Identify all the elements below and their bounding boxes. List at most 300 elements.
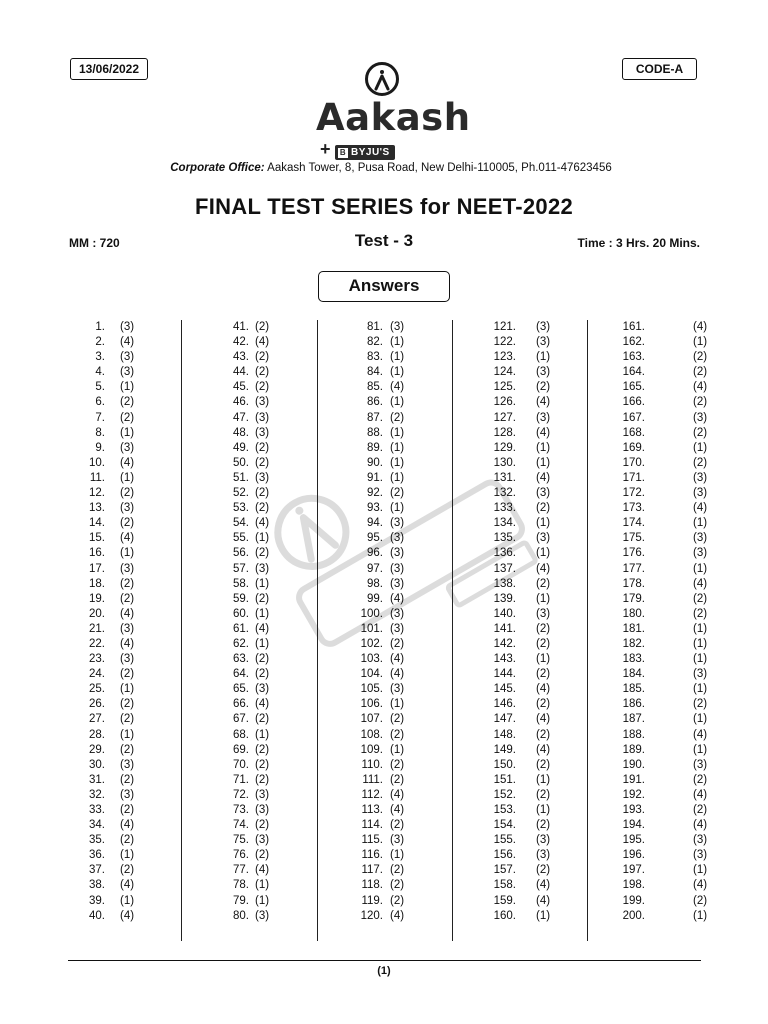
answer-option: (2): [255, 441, 270, 454]
column-divider: [317, 320, 318, 941]
answer-option: (3): [390, 607, 405, 620]
answer-row: [205, 909, 315, 924]
question-number: 29.: [89, 743, 105, 756]
question-number: 143.: [493, 653, 516, 666]
answer-row: [612, 380, 722, 395]
answer-row: [205, 682, 315, 697]
question-number: 9.: [95, 441, 105, 454]
answer-row: [612, 562, 722, 577]
answer-row: [340, 501, 450, 516]
question-number: 102.: [360, 637, 383, 650]
answer-row: [612, 501, 722, 516]
answer-option: (1): [536, 909, 551, 922]
answer-option: (3): [390, 547, 405, 560]
answer-option: (1): [693, 336, 708, 349]
answer-option: (2): [255, 366, 270, 379]
answer-option: (1): [120, 426, 135, 439]
answer-row: [205, 411, 315, 426]
answer-option: (4): [120, 532, 135, 545]
answer-row: [66, 516, 176, 531]
answer-row: [66, 637, 176, 652]
answer-option: (2): [390, 879, 405, 892]
question-number: 74.: [233, 819, 249, 832]
answer-row: [66, 622, 176, 637]
question-number: 158.: [493, 879, 516, 892]
answer-option: (2): [255, 819, 270, 832]
answer-row: [612, 456, 722, 471]
answer-row: [340, 426, 450, 441]
question-number: 126.: [493, 396, 516, 409]
answer-option: (2): [120, 698, 135, 711]
answer-option: (1): [255, 879, 270, 892]
answer-option: (4): [390, 804, 405, 816]
answer-row: [340, 335, 450, 350]
answer-option: (4): [536, 879, 551, 892]
answer-row: [205, 622, 315, 637]
question-number: 36.: [89, 849, 105, 862]
answer-row: [205, 712, 315, 727]
answer-option: (3): [693, 834, 708, 847]
question-number: 162.: [622, 336, 645, 349]
answer-row: [612, 546, 722, 561]
answer-row: [340, 531, 450, 546]
answer-row: [340, 652, 450, 667]
corporate-address: Aakash Tower, 8, Pusa Road, New Delhi-110005, Ph.011-47623456: [264, 162, 612, 174]
answer-row: [480, 335, 590, 350]
answer-row: [66, 878, 176, 893]
question-number: 118.: [361, 879, 383, 892]
question-number: 105.: [360, 683, 383, 696]
question-number: 189.: [622, 743, 645, 756]
answer-option: (3): [255, 411, 270, 424]
question-number: 77.: [233, 864, 249, 877]
question-number: 85.: [367, 381, 383, 394]
answer-option: (1): [255, 728, 270, 741]
question-number: 134.: [493, 517, 516, 530]
answer-option: (2): [120, 773, 135, 786]
answer-row: [340, 848, 450, 863]
answer-row: [205, 743, 315, 758]
answer-option: (3): [390, 321, 405, 333]
question-number: 94.: [367, 517, 383, 530]
answer-row: [340, 456, 450, 471]
answer-option: (3): [693, 487, 708, 500]
answer-option: (3): [536, 849, 551, 862]
answer-option: (3): [255, 426, 270, 439]
aakash-emblem-icon: [365, 62, 399, 96]
answers-heading: Answers: [318, 271, 450, 302]
question-number: 142.: [493, 637, 516, 650]
question-number: 170.: [622, 456, 645, 469]
question-number: 41.: [233, 321, 249, 333]
answer-row: [480, 501, 590, 516]
answer-option: (4): [693, 728, 708, 741]
answer-option: (3): [120, 653, 135, 666]
question-number: 39.: [89, 894, 105, 907]
answer-row: [480, 818, 590, 833]
question-number: 137.: [493, 562, 516, 575]
answer-option: (4): [536, 471, 551, 484]
answer-option: (3): [536, 532, 551, 545]
question-number: 197.: [622, 864, 645, 877]
answer-row: [612, 592, 722, 607]
answer-option: (3): [693, 471, 708, 484]
question-number: 19.: [89, 592, 105, 605]
answer-row: [205, 546, 315, 561]
question-number: 31.: [89, 773, 105, 786]
answer-row: [340, 471, 450, 486]
answer-row: [66, 788, 176, 803]
question-number: 152.: [493, 788, 516, 801]
answer-row: [480, 743, 590, 758]
time-limit: Time : 3 Hrs. 20 Mins.: [577, 236, 700, 250]
question-number: 172.: [622, 487, 645, 500]
question-number: 38.: [89, 879, 105, 892]
question-number: 130.: [493, 456, 516, 469]
answer-option: (2): [693, 426, 708, 439]
answer-row: [612, 577, 722, 592]
question-number: 10.: [89, 456, 105, 469]
answer-row: [612, 652, 722, 667]
question-number: 160.: [493, 909, 516, 922]
answer-row: [612, 411, 722, 426]
answer-row: [66, 697, 176, 712]
answer-option: (4): [536, 683, 551, 696]
answer-row: [612, 622, 722, 637]
question-number: 93.: [367, 502, 383, 515]
answer-option: (3): [255, 909, 270, 922]
answer-row: [340, 546, 450, 561]
answer-option: (1): [120, 849, 135, 862]
answer-option: (3): [255, 804, 270, 816]
answer-option: (2): [536, 502, 551, 515]
answer-row: [66, 562, 176, 577]
question-number: 99.: [367, 592, 383, 605]
answer-option: (3): [390, 577, 405, 590]
question-number: 147.: [493, 713, 516, 726]
answer-option: (4): [536, 743, 551, 756]
answer-row: [66, 743, 176, 758]
question-number: 192.: [622, 788, 645, 801]
answer-option: (1): [255, 894, 270, 907]
answer-option: (2): [536, 864, 551, 877]
answer-row: [480, 395, 590, 410]
question-number: 40.: [89, 909, 105, 922]
question-number: 184.: [622, 668, 645, 681]
answer-row: [66, 501, 176, 516]
column-divider: [452, 320, 453, 941]
answer-option: (4): [536, 562, 551, 575]
question-number: 23.: [89, 653, 105, 666]
answer-option: (2): [693, 366, 708, 379]
question-number: 156.: [493, 849, 516, 862]
question-number: 72.: [233, 788, 249, 801]
answer-option: (4): [536, 426, 551, 439]
answer-row: [612, 818, 722, 833]
answer-row: [480, 878, 590, 893]
question-number: 64.: [233, 668, 249, 681]
answer-option: (1): [120, 728, 135, 741]
question-number: 110.: [361, 758, 383, 771]
answer-option: (3): [255, 471, 270, 484]
answer-row: [66, 803, 176, 818]
answer-option: (1): [390, 743, 405, 756]
question-number: 42.: [233, 336, 249, 349]
question-number: 43.: [233, 351, 249, 364]
answer-option: (4): [536, 894, 551, 907]
answer-row: [205, 773, 315, 788]
answer-option: (1): [693, 743, 708, 756]
question-number: 78.: [233, 879, 249, 892]
answer-row: [612, 743, 722, 758]
answer-option: (3): [120, 622, 135, 635]
answer-row: [66, 350, 176, 365]
question-number: 83.: [367, 351, 383, 364]
answer-row: [480, 758, 590, 773]
answer-row: [612, 320, 722, 335]
answer-row: [205, 788, 315, 803]
answer-row: [340, 728, 450, 743]
question-number: 62.: [233, 637, 249, 650]
answer-row: [205, 471, 315, 486]
answer-option: (2): [536, 788, 551, 801]
answer-row: [480, 863, 590, 878]
question-number: 73.: [233, 804, 249, 816]
answer-row: [480, 562, 590, 577]
answer-row: [66, 667, 176, 682]
answer-option: (1): [693, 622, 708, 635]
question-number: 157.: [493, 864, 516, 877]
answer-row: [480, 426, 590, 441]
answer-option: (2): [120, 864, 135, 877]
question-number: 24.: [89, 668, 105, 681]
answer-option: (3): [536, 366, 551, 379]
answer-option: (2): [390, 713, 405, 726]
answer-option: (4): [120, 607, 135, 620]
question-number: 5.: [95, 381, 105, 394]
question-number: 30.: [89, 758, 105, 771]
answer-row: [340, 350, 450, 365]
answer-option: (1): [693, 441, 708, 454]
answer-row: [205, 350, 315, 365]
answer-row: [340, 320, 450, 335]
answer-option: (4): [693, 879, 708, 892]
question-number: 131.: [493, 471, 516, 484]
question-number: 194.: [622, 819, 645, 832]
answer-option: (2): [390, 637, 405, 650]
answer-column: [480, 320, 590, 924]
answer-row: [205, 667, 315, 682]
question-number: 139.: [493, 592, 516, 605]
question-number: 18.: [89, 577, 105, 590]
question-number: 15.: [89, 532, 105, 545]
question-number: 32.: [89, 788, 105, 801]
question-number: 169.: [622, 441, 645, 454]
question-number: 114.: [361, 819, 383, 832]
answer-row: [66, 607, 176, 622]
question-number: 165.: [622, 381, 645, 394]
question-number: 16.: [89, 547, 105, 560]
answer-row: [480, 546, 590, 561]
question-number: 178.: [622, 577, 645, 590]
answer-row: [205, 441, 315, 456]
question-number: 166.: [622, 396, 645, 409]
answer-option: (1): [390, 502, 405, 515]
answer-option: (2): [255, 713, 270, 726]
answer-option: (2): [693, 894, 708, 907]
answer-option: (3): [120, 441, 135, 454]
answer-option: (1): [536, 592, 551, 605]
answer-option: (2): [536, 758, 551, 771]
answer-row: [340, 562, 450, 577]
question-number: 154.: [493, 819, 516, 832]
answer-option: (2): [390, 894, 405, 907]
answer-option: (2): [120, 668, 135, 681]
answer-row: [612, 697, 722, 712]
question-number: 97.: [367, 562, 383, 575]
answer-option: (3): [255, 562, 270, 575]
question-number: 22.: [89, 637, 105, 650]
question-number: 1.: [95, 321, 105, 333]
answer-row: [205, 456, 315, 471]
answer-option: (4): [693, 321, 708, 333]
answer-option: (2): [536, 381, 551, 394]
answer-row: [480, 486, 590, 501]
question-number: 200.: [622, 909, 645, 922]
answer-option: (4): [390, 653, 405, 666]
question-number: 89.: [367, 441, 383, 454]
question-number: 168.: [622, 426, 645, 439]
question-number: 61.: [233, 622, 249, 635]
answer-option: (1): [390, 849, 405, 862]
answer-row: [205, 833, 315, 848]
question-number: 159.: [493, 894, 516, 907]
question-number: 167.: [622, 411, 645, 424]
answer-row: [480, 697, 590, 712]
question-number: 153.: [493, 804, 516, 816]
answer-option: (1): [255, 637, 270, 650]
question-number: 86.: [367, 396, 383, 409]
answer-row: [340, 682, 450, 697]
answer-row: [612, 350, 722, 365]
answer-row: [205, 758, 315, 773]
column-divider: [181, 320, 182, 941]
answer-row: [612, 803, 722, 818]
answer-option: (2): [120, 517, 135, 530]
question-number: 82.: [367, 336, 383, 349]
answer-row: [205, 803, 315, 818]
answer-row: [66, 773, 176, 788]
question-number: 127.: [493, 411, 516, 424]
question-number: 35.: [89, 834, 105, 847]
question-number: 51.: [233, 471, 249, 484]
answer-option: (1): [693, 683, 708, 696]
question-number: 132.: [493, 487, 516, 500]
answer-option: (4): [255, 698, 270, 711]
question-number: 183.: [622, 653, 645, 666]
answer-option: (1): [693, 653, 708, 666]
question-number: 98.: [367, 577, 383, 590]
page-title: FINAL TEST SERIES for NEET-2022: [194, 194, 574, 219]
answer-row: [480, 667, 590, 682]
question-number: 123.: [493, 351, 516, 364]
question-number: 115.: [361, 834, 383, 847]
answer-option: (2): [693, 396, 708, 409]
answer-option: (2): [120, 487, 135, 500]
question-number: 101.: [360, 622, 383, 635]
question-number: 199.: [622, 894, 645, 907]
answer-row: [612, 426, 722, 441]
question-number: 70.: [233, 758, 249, 771]
answer-option: (2): [255, 351, 270, 364]
question-number: 136.: [493, 547, 516, 560]
answer-row: [480, 788, 590, 803]
answer-option: (2): [390, 728, 405, 741]
question-number: 124.: [493, 366, 516, 379]
answer-option: (4): [390, 788, 405, 801]
question-number: 65.: [233, 683, 249, 696]
answer-option: (4): [120, 456, 135, 469]
answer-row: [340, 743, 450, 758]
answer-option: (1): [536, 547, 551, 560]
answer-row: [205, 652, 315, 667]
answer-option: (2): [390, 411, 405, 424]
answer-row: [612, 516, 722, 531]
question-number: 52.: [233, 487, 249, 500]
answer-option: (4): [693, 577, 708, 590]
question-number: 59.: [233, 592, 249, 605]
question-number: 133.: [493, 502, 516, 515]
question-number: 121.: [493, 321, 516, 333]
question-number: 26.: [89, 698, 105, 711]
question-number: 7.: [95, 411, 105, 424]
question-number: 49.: [233, 441, 249, 454]
answer-row: [66, 320, 176, 335]
question-number: 27.: [89, 713, 105, 726]
answer-option: (1): [693, 637, 708, 650]
answer-option: (3): [120, 562, 135, 575]
answer-option: (4): [255, 336, 270, 349]
question-number: 20.: [89, 607, 105, 620]
answer-option: (4): [120, 909, 135, 922]
answer-option: (2): [120, 804, 135, 816]
answer-row: [205, 501, 315, 516]
answer-row: [66, 758, 176, 773]
answer-row: [612, 486, 722, 501]
answer-option: (1): [255, 607, 270, 620]
answer-option: (3): [255, 834, 270, 847]
answer-option: (2): [255, 547, 270, 560]
question-number: 186.: [622, 698, 645, 711]
answer-option: (3): [390, 622, 405, 635]
answer-option: (3): [693, 668, 708, 681]
answer-row: [340, 803, 450, 818]
question-number: 128.: [493, 426, 516, 439]
answer-option: (1): [120, 471, 135, 484]
answer-option: (2): [255, 653, 270, 666]
answer-option: (2): [255, 321, 270, 333]
answer-option: (1): [390, 698, 405, 711]
answer-option: (4): [536, 396, 551, 409]
answer-option: (3): [120, 321, 135, 333]
answer-option: (2): [536, 668, 551, 681]
answer-option: (1): [390, 426, 405, 439]
question-number: 37.: [89, 864, 105, 877]
answer-option: (4): [120, 819, 135, 832]
answer-row: [340, 365, 450, 380]
answer-option: (2): [255, 849, 270, 862]
answer-row: [66, 652, 176, 667]
